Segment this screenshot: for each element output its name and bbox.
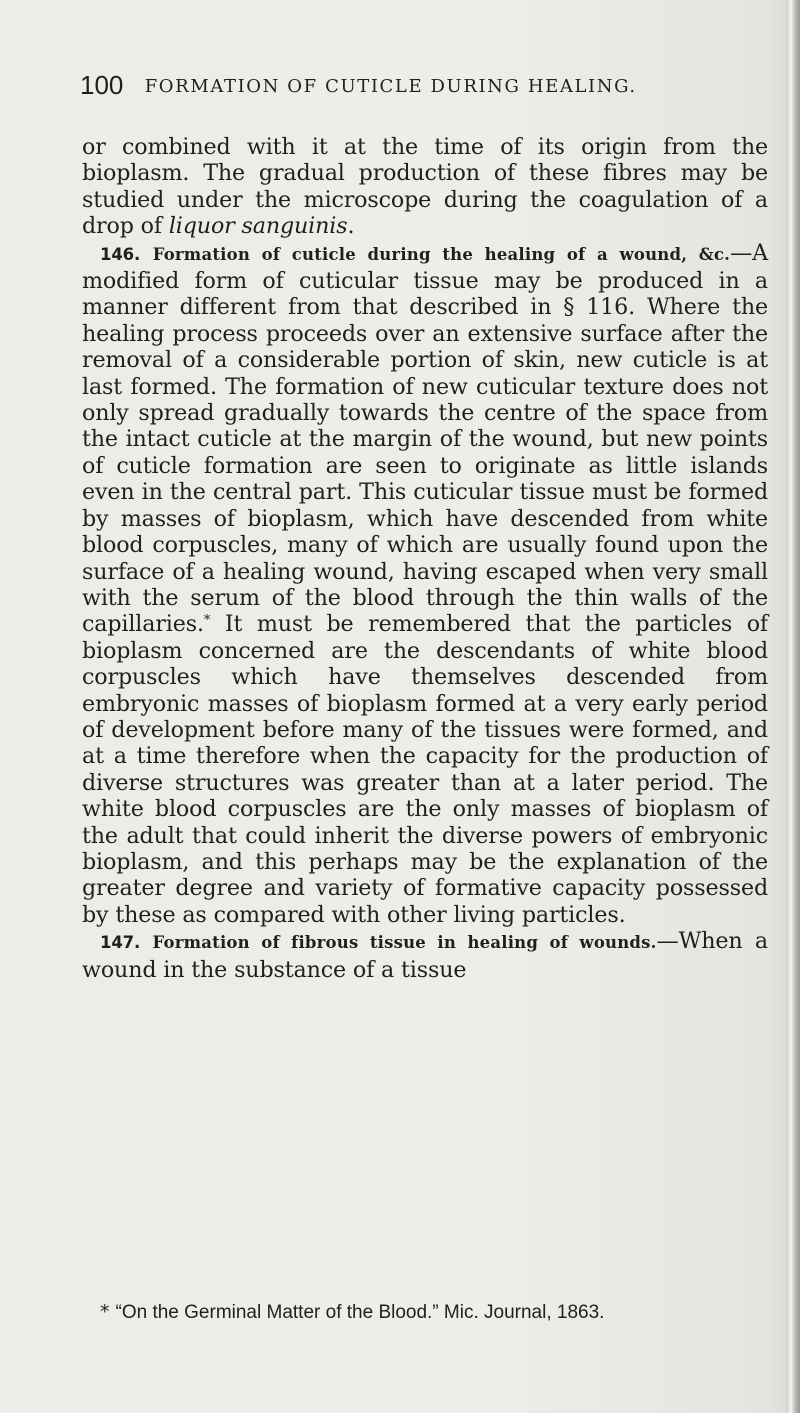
footnote-mark: * bbox=[100, 1301, 110, 1323]
footnote bbox=[82, 1300, 768, 1325]
footnote-text: “On the Germinal Matter of the Blood.” Mic. Journal, 1863. bbox=[115, 1302, 605, 1323]
section-body: —A modified form of cuticular tissue may be produced in a manner different from that described in § 116. Where the healing process proceeds over an extensive surface after the removal of a considerable portion of skin, new cuticle is at last formed. The formation of new cuticular texture does not only spread gradually towards the centre of the space from the intact cuticle at the margin of the wound, but new points of cuticle formation are seen to originate as little islands even in the central part. This cuticular tissue must be formed by masses of bioplasm, which have descended from white blood corpuscles, many of which are usually found upon the surface of a healing wound, having escaped when very small with the serum of the blood through the thin walls of the capillaries. bbox=[82, 239, 768, 638]
opening-text: or combined with it at the time of its origin from the bioplasm. The gradual production of these fibres may be studied under the microscope during the coagulation of a drop of bbox=[82, 134, 768, 240]
section-146-paragraph bbox=[82, 240, 768, 929]
section-body-continued: It must be remembered that the particles of bioplasm concerned are the descendants of white blood corpuscles which have themselves descended from embryonic masses of bioplasm formed at a very early period of development before many of the tissues were formed, and at a time therefore when the capacity for the production of diverse structures was greater than at a later period. The white blood corpuscles are the only masses of bioplasm of the adult that could inherit the diverse powers of embryonic bioplasm, and this perhaps may be the explanation of the greater degree and variety of formative capacity possessed by these as compared with other living particles. bbox=[82, 611, 768, 928]
section-heading: Formation of fibrous tissue in healing of wounds. bbox=[152, 933, 657, 953]
opening-text-end: . bbox=[347, 213, 355, 240]
section-number: 147. bbox=[100, 933, 141, 953]
section-number: 146. bbox=[100, 244, 141, 264]
section-147-paragraph bbox=[82, 928, 768, 983]
italic-term: liquor sanguinis bbox=[168, 213, 348, 240]
running-head bbox=[80, 70, 700, 106]
opening-paragraph bbox=[82, 134, 768, 240]
page-edge-shadow bbox=[786, 0, 800, 1413]
section-heading: Formation of cuticle during the healing of a wound, &c. bbox=[152, 244, 731, 264]
footnote-reference: * bbox=[203, 613, 211, 629]
running-title: FORMATION OF CUTICLE DURING HEALING. bbox=[144, 76, 637, 97]
page-number: 100 bbox=[80, 70, 124, 100]
body-text bbox=[82, 134, 768, 983]
section-body: —When a wound in the substance of a tissue bbox=[82, 928, 768, 983]
footnote-text-block bbox=[82, 1300, 768, 1325]
